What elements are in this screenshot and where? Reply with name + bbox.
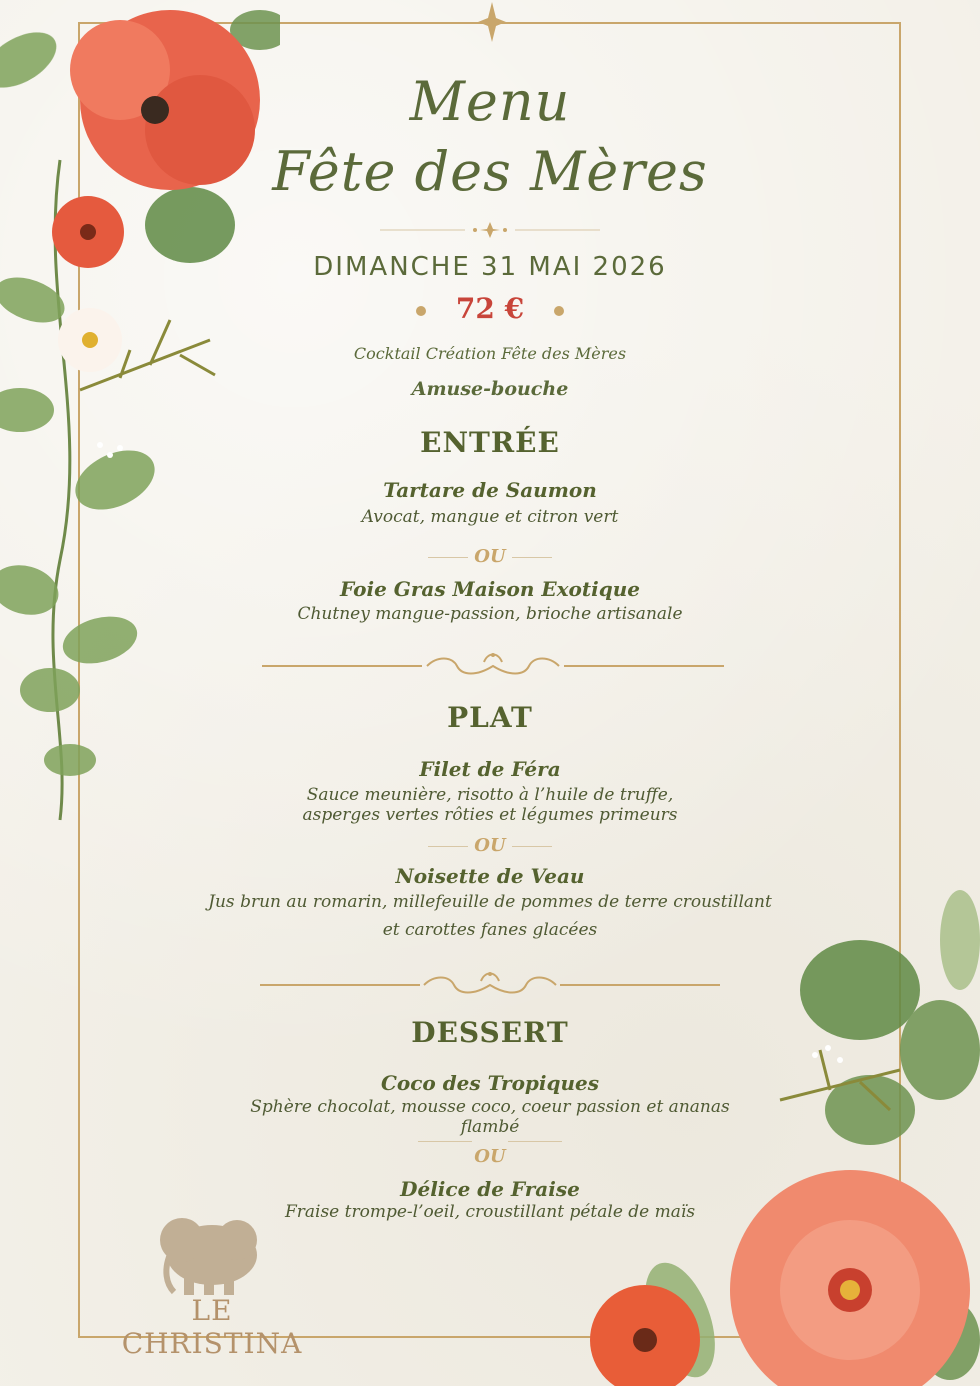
dish-description: Chutney mangue-passion, brioche artisanale bbox=[297, 604, 683, 624]
menu-price: 72 € bbox=[455, 292, 525, 325]
ou-line-right bbox=[508, 1141, 562, 1142]
or-separator: OU bbox=[474, 546, 506, 567]
dish-name: Délice de Fraise bbox=[400, 1177, 580, 1201]
amuse-bouche-text: Amuse-bouche bbox=[411, 378, 569, 400]
dot-icon bbox=[554, 306, 564, 316]
scroll-ornament-icon bbox=[262, 650, 724, 680]
dish-name: Tartare de Saumon bbox=[383, 478, 597, 502]
dish-description: Fraise trompe-l’oeil, croustillant pétale de maïs bbox=[284, 1202, 696, 1222]
dish-name: Foie Gras Maison Exotique bbox=[340, 577, 640, 601]
logo-text: LE CHRISTINA bbox=[121, 1294, 303, 1360]
scroll-ornament-icon bbox=[260, 967, 720, 997]
dish-name: Noisette de Veau bbox=[395, 864, 585, 888]
sparkle-icon bbox=[473, 222, 507, 238]
elephant-logo-icon bbox=[112, 1210, 312, 1300]
dish-description: Sphère chocolat, mousse coco, coeur passion et ananas bbox=[250, 1097, 730, 1117]
or-separator: OU bbox=[474, 1146, 506, 1167]
menu-title-line1: Menu bbox=[409, 70, 571, 133]
section-title-entree: ENTRÉE bbox=[420, 426, 560, 459]
ou-line-left bbox=[418, 1141, 472, 1142]
dish-description: et carottes fanes glacées bbox=[382, 920, 598, 940]
dish-description: Jus brun au romarin, millefeuille de pommes de terre croustillant bbox=[208, 892, 772, 912]
price-row bbox=[0, 292, 980, 325]
dish-description: Avocat, mangue et citron vert bbox=[361, 507, 619, 527]
menu-title-line2: Fête des Mères bbox=[272, 140, 708, 203]
or-separator: OU bbox=[474, 835, 506, 856]
dot-icon bbox=[416, 306, 426, 316]
section-title-plat: PLAT bbox=[447, 701, 533, 734]
dish-description: Sauce meunière, risotto à l’huile de truffe, bbox=[306, 785, 674, 805]
diamond-ornament-icon bbox=[478, 2, 506, 42]
dish-description: asperges vertes rôties et légumes primeurs bbox=[302, 805, 678, 825]
event-date: DIMANCHE 31 MAI 2026 bbox=[313, 252, 667, 282]
cocktail-text: Cocktail Création Fête des Mères bbox=[353, 344, 627, 363]
dish-name: Filet de Féra bbox=[419, 757, 561, 781]
sparkle-divider bbox=[380, 222, 600, 238]
restaurant-logo bbox=[112, 1210, 312, 1360]
section-title-dessert: DESSERT bbox=[411, 1016, 569, 1049]
dish-name: Coco des Tropiques bbox=[380, 1071, 600, 1095]
dish-description: flambé bbox=[460, 1117, 520, 1137]
